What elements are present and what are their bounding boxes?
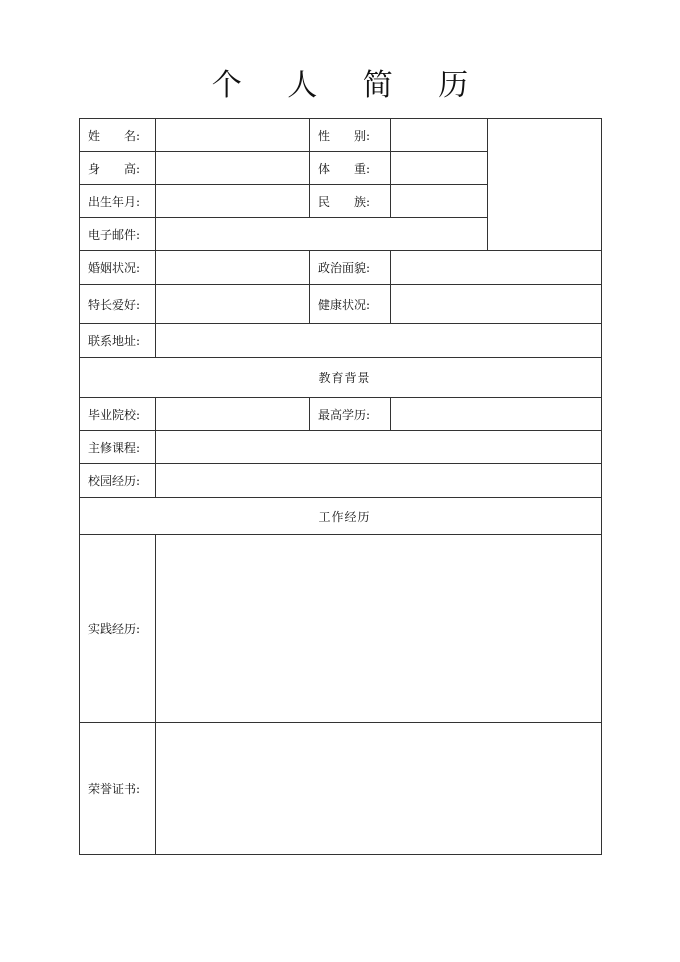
ethnicity-label: 民 族: xyxy=(310,185,391,218)
school-field[interactable] xyxy=(156,398,310,431)
weight-label: 体 重: xyxy=(310,152,391,185)
honors-field[interactable] xyxy=(156,723,602,855)
row-practice xyxy=(80,535,602,723)
email-label: 电子邮件: xyxy=(80,218,156,251)
row-honors xyxy=(80,723,602,855)
height-label: 身 高: xyxy=(80,152,156,185)
row-work-heading xyxy=(80,498,602,535)
hobby-field[interactable] xyxy=(156,285,310,324)
health-label: 健康状况: xyxy=(310,285,391,324)
row-courses xyxy=(80,431,602,464)
political-label: 政治面貌: xyxy=(310,251,391,285)
email-field[interactable] xyxy=(156,218,488,251)
address-field[interactable] xyxy=(156,324,602,358)
birth-field[interactable] xyxy=(156,185,310,218)
weight-field[interactable] xyxy=(391,152,488,185)
hobby-label: 特长爱好: xyxy=(80,285,156,324)
height-field[interactable] xyxy=(156,152,310,185)
row-campus xyxy=(80,464,602,498)
row-school-degree xyxy=(80,398,602,431)
work-heading: 工作经历 xyxy=(80,498,602,535)
political-field[interactable] xyxy=(391,251,602,285)
row-marital-political xyxy=(80,251,602,285)
degree-label: 最高学历: xyxy=(310,398,391,431)
birth-label: 出生年月: xyxy=(80,185,156,218)
photo-box[interactable] xyxy=(488,119,602,251)
campus-field[interactable] xyxy=(156,464,602,498)
name-label: 姓 名: xyxy=(80,119,156,152)
row-address xyxy=(80,324,602,358)
row-name-gender xyxy=(80,119,602,152)
ethnicity-field[interactable] xyxy=(391,185,488,218)
name-field[interactable] xyxy=(156,119,310,152)
degree-field[interactable] xyxy=(391,398,602,431)
page-title: 个 人 简 历 xyxy=(211,68,487,103)
practice-field[interactable] xyxy=(156,535,602,723)
gender-field[interactable] xyxy=(391,119,488,152)
campus-label: 校园经历: xyxy=(80,464,156,498)
gender-label: 性 别: xyxy=(310,119,391,152)
marital-field[interactable] xyxy=(156,251,310,285)
courses-field[interactable] xyxy=(156,431,602,464)
education-heading: 教育背景 xyxy=(80,358,602,398)
row-education-heading xyxy=(80,358,602,398)
courses-label: 主修课程: xyxy=(80,431,156,464)
practice-label: 实践经历: xyxy=(80,535,156,723)
school-label: 毕业院校: xyxy=(80,398,156,431)
address-label: 联系地址: xyxy=(80,324,156,358)
honors-label: 荣誉证书: xyxy=(80,723,156,855)
marital-label: 婚姻状况: xyxy=(80,251,156,285)
row-hobby-health xyxy=(80,285,602,324)
resume-table xyxy=(79,118,602,855)
health-field[interactable] xyxy=(391,285,602,324)
